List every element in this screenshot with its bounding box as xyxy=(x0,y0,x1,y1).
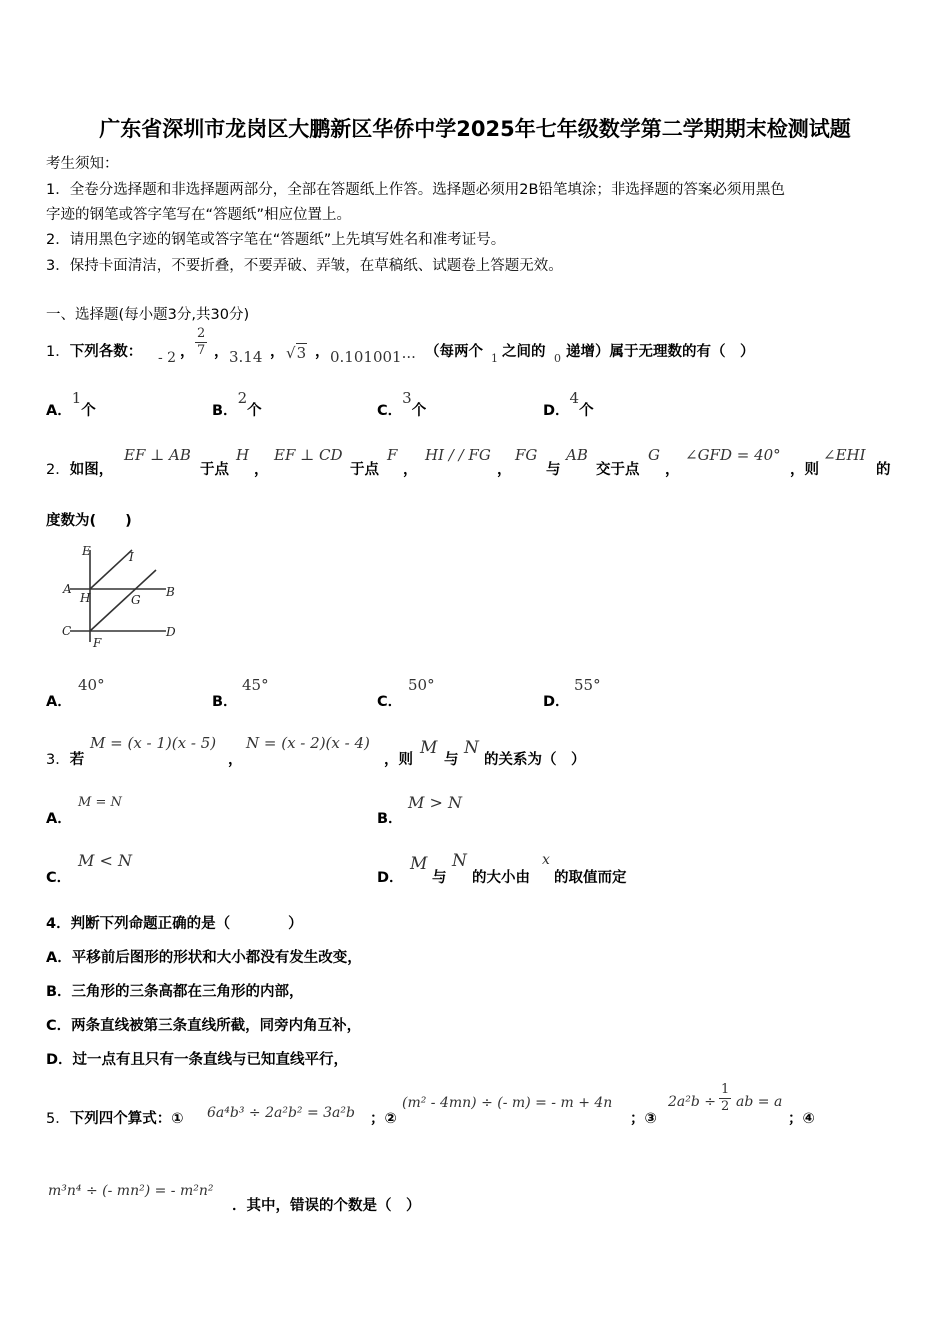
q3-option-a-value: M = N xyxy=(78,795,122,810)
fig-label-g: G xyxy=(131,593,141,607)
q4-stem: 4．判断下列命题正确的是（ ） xyxy=(46,916,303,932)
q3-text-yu: 与 xyxy=(444,752,459,768)
q5-number: 5． xyxy=(46,1111,70,1127)
q5-expr-1: 6a⁴b³ ÷ 2a²b² = 3a²b xyxy=(207,1105,355,1121)
q2-expr-angle-ehi: ∠EHI xyxy=(823,446,866,464)
q2-option-c[interactable]: C． xyxy=(377,694,403,710)
q5-sep-2: ；② xyxy=(370,1111,397,1127)
notice-item-3: 3．保持卡面清洁，不要折叠，不要弄破、弄皱，在草稿纸、试题卷上答题无效。 xyxy=(46,258,563,274)
q1-number: 1． xyxy=(46,344,70,360)
q3-var-m: M xyxy=(420,738,438,758)
q2-option-b[interactable]: B． xyxy=(212,694,238,710)
q5-expr-2: (m² - 4mn) ÷ (- m) = - m + 4n xyxy=(402,1095,613,1111)
q1-comma-3: ， xyxy=(270,344,285,360)
q5-expr-3b: ab = a xyxy=(736,1094,783,1110)
q2-point-f: F xyxy=(387,446,398,464)
fig-label-c: C xyxy=(62,624,72,638)
q4-option-c[interactable]: C．两条直线被第三条直线所截，同旁内角互补， xyxy=(46,1018,362,1034)
q3-option-d-text1: 的大小由 xyxy=(472,870,530,886)
q3-text-ze: ，则 xyxy=(384,752,413,768)
q2-expr-angle-gfd: ∠GFD = 40° xyxy=(685,446,781,464)
q3-comma: ， xyxy=(228,752,243,768)
q1-option-c[interactable]: C．3个 xyxy=(377,389,427,419)
fig-label-f: F xyxy=(93,636,102,650)
q4-option-a[interactable]: A．平移前后图形的形状和大小都没有发生改变， xyxy=(46,950,362,966)
q2-line-ab: AB xyxy=(566,446,588,464)
q3-option-d-text2: 的取值而定 xyxy=(554,870,627,886)
q2-comma-1: ， xyxy=(254,462,269,478)
q1-tail: 递增）属于无理数的有（ ） xyxy=(566,344,755,360)
q1-option-d[interactable]: D．4个 xyxy=(543,389,594,419)
q2-option-a[interactable]: A． xyxy=(46,694,72,710)
fig-label-b: B xyxy=(166,585,175,599)
fig-label-a: A xyxy=(63,582,72,596)
notice-item-1: 1．全卷分选择题和非选择题两部分，全部在答题纸上作答。选择题必须用2B铅笔填涂；非选择题的答案必须用黑色 xyxy=(46,182,785,198)
q1-option-b[interactable]: B．2个 xyxy=(212,389,262,419)
q1-comma-1: ， xyxy=(180,344,195,360)
q5-sep-4: ；④ xyxy=(788,1111,815,1127)
notice-heading: 考生须知： xyxy=(46,156,119,172)
q2-text-yudian-1: 于点 xyxy=(200,462,229,478)
q2-text-jiaoyudian: 交于点 xyxy=(596,462,640,478)
fig-label-e: E xyxy=(82,544,91,558)
q1-num-decimal: 0.101001··· xyxy=(330,348,416,366)
fig-label-i: I xyxy=(129,550,134,564)
q3-expr-m: M = (x - 1)(x - 5) xyxy=(90,734,217,752)
notice-item-1-cont: 字迹的钢笔或答字笔写在“答题纸”相应位置上。 xyxy=(46,207,352,223)
q1-fraction: $\frac{2}{7}$ xyxy=(197,326,206,358)
q1-paren-text: （每两个 xyxy=(425,344,483,360)
q2-line-fg: FG xyxy=(515,446,538,464)
q2-text-ze: ，则 xyxy=(790,462,819,478)
q2-text-yu: 与 xyxy=(546,462,561,478)
q1-zero: 0 xyxy=(554,352,561,365)
fig-label-h: H xyxy=(80,591,91,605)
q3-option-d[interactable]: D． xyxy=(377,870,404,886)
q2-point-g: G xyxy=(648,446,660,464)
q3-option-a[interactable]: A． xyxy=(46,811,72,827)
q3-number: 3． xyxy=(46,752,70,768)
q2-text-yudian-2: 于点 xyxy=(350,462,379,478)
q2-stem-line2: 度数为( ) xyxy=(46,513,132,529)
q3-option-d-x: x xyxy=(542,852,550,868)
q1-num-neg2: - 2 xyxy=(158,350,177,366)
q5-stem: 5．下列四个算式：① xyxy=(46,1111,184,1127)
q2-comma-3: ， xyxy=(497,462,512,478)
q2-expr-ef-cd: EF ⊥ CD xyxy=(274,446,343,464)
q2-number: 2． xyxy=(46,462,70,478)
q3-option-d-n: N xyxy=(452,851,467,871)
q3-option-d-yu: 与 xyxy=(432,870,447,886)
q5-sep-3: ；③ xyxy=(630,1111,657,1127)
q1-lead: 下列各数： xyxy=(69,344,143,360)
q3-option-c-value: M < N xyxy=(78,851,132,870)
fig-label-d: D xyxy=(166,625,176,639)
q1-between: 之间的 xyxy=(502,344,546,360)
q3-option-d-m: M xyxy=(410,854,428,874)
q1-option-a[interactable]: A．1个 xyxy=(46,389,96,419)
q3-expr-n: N = (x - 2)(x - 4) xyxy=(246,734,370,752)
q2-figure xyxy=(56,540,186,652)
q1-stem xyxy=(46,340,142,361)
q2-expr-parallel: HI / / FG xyxy=(425,446,491,464)
page-title: 广东省深圳市龙岗区大鹏新区华侨中学2025年七年级数学第二学期期末检测试题 xyxy=(99,117,851,141)
q2-comma-4: ， xyxy=(665,462,680,478)
q4-option-b[interactable]: B．三角形的三条高都在三角形的内部， xyxy=(46,984,304,1000)
q5-tail: ．其中，错误的个数是（ ） xyxy=(232,1198,421,1214)
q3-var-n: N xyxy=(464,738,479,758)
q2-option-a-value: 40° xyxy=(78,676,105,694)
q2-option-d-value: 55° xyxy=(574,676,601,694)
q1-comma-4: ， xyxy=(315,344,330,360)
q5-expr-3-fraction: $\frac{1}{2}$ xyxy=(721,1082,730,1114)
q2-option-c-value: 50° xyxy=(408,676,435,694)
q5-expr-3a: 2a²b ÷ xyxy=(668,1094,717,1110)
q2-expr-ef-ab: EF ⊥ AB xyxy=(124,446,191,464)
q3-stem: 3．若 xyxy=(46,752,85,768)
q2-text-de: 的 xyxy=(876,462,891,478)
q3-option-b[interactable]: B． xyxy=(377,811,403,827)
q2-stem: 2．如图， xyxy=(46,462,114,478)
q5-expr-4: m³n⁴ ÷ (- mn²) = - m²n² xyxy=(48,1183,214,1199)
q2-comma-2: ， xyxy=(403,462,418,478)
q3-option-b-value: M > N xyxy=(408,793,462,812)
q4-option-d[interactable]: D．过一点有且只有一条直线与已知直线平行， xyxy=(46,1052,349,1068)
q2-option-d[interactable]: D． xyxy=(543,694,570,710)
q1-num-pi: 3.14 xyxy=(229,348,263,366)
q2-option-b-value: 45° xyxy=(242,676,269,694)
q1-sqrt: √3 xyxy=(286,344,307,362)
notice-item-2: 2．请用黑色字迹的钢笔或答字笔在“答题纸”上先填写姓名和准考证号。 xyxy=(46,232,506,248)
q1-comma-2: ， xyxy=(214,344,229,360)
section-heading: 一、选择题(每小题3分,共30分) xyxy=(46,307,250,323)
q1-one: 1 xyxy=(491,352,498,365)
q2-point-h: H xyxy=(236,446,250,464)
q3-option-c[interactable]: C． xyxy=(46,870,72,886)
q3-tail: 的关系为（ ） xyxy=(484,752,586,768)
